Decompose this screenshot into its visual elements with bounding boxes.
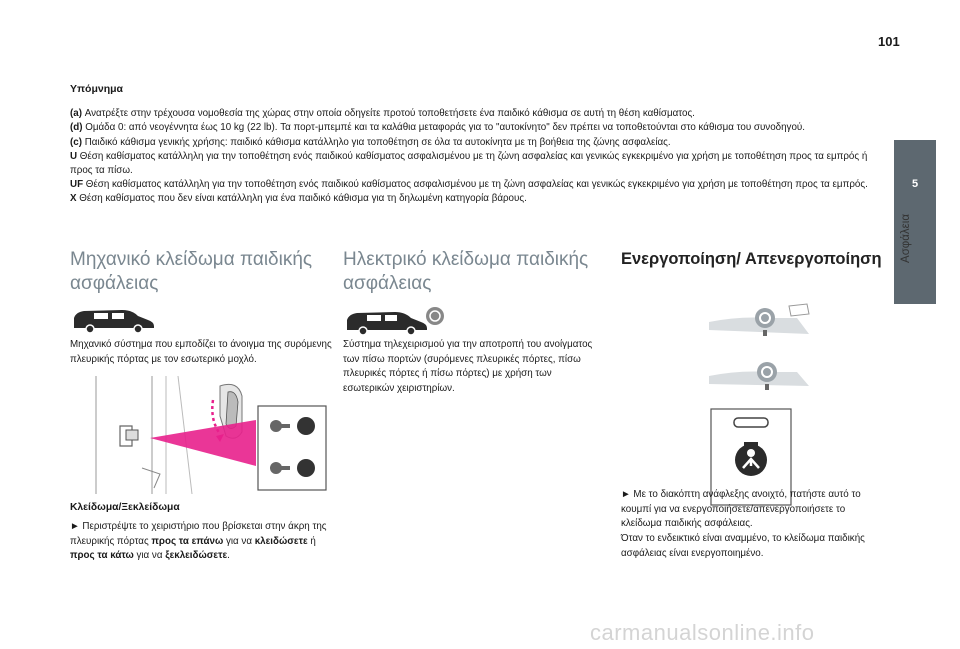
legend-item: UF Θέση καθίσματος κατάλληλη για την τοποθέτηση ενός παιδικού καθίσματος ασφαλισμένου με τη ζώνη ασφαλείας και γενικώς εγκεκριμένο για χρήση με τοποθέτηση προς τα εμπρός. bbox=[70, 179, 868, 191]
mechanical-lock-section bbox=[70, 248, 332, 561]
dashboard-position-icon bbox=[709, 356, 811, 392]
legend-heading: Υπόμνημα bbox=[70, 83, 124, 95]
legend-item: (a) Ανατρέξτε στην τρέχουσα νομοθεσία της χώρας στην οποία οδηγείτε προτού τοποθετήσετε ένα παιδικό κάθισμα σε αυτή τη θέση καθίσματος. bbox=[70, 108, 695, 120]
electric-lock-section bbox=[343, 248, 605, 394]
activation-note: Όταν το ενδεικτικό είναι αναμμένο, το κλείδωμα παιδικής ασφάλειας είναι ενεργοποιημένο. bbox=[621, 533, 865, 559]
electric-lock-description: Σύστημα τηλεχειρισμού για την αποτροπή του ανοίγματος των πίσω πορτών (συρόμενες πλευρικές πόρτες, πίσω πλευρικές πόρτες ή πίσω πόρτες) με χρήση των εσωτερικών χειριστηρίων. bbox=[343, 339, 593, 394]
legend-notes bbox=[70, 82, 880, 207]
lock-unlock-heading: Κλείδωμα/Ξεκλείδωμα bbox=[70, 502, 180, 513]
mechanical-lock-title: Μηχανικό κλείδωμα παιδικής ασφάλειας bbox=[70, 249, 313, 294]
activation-instruction: ► Με το διακόπτη ανάφλεξης ανοιχτό, πατήστε αυτό το κουμπί για να ενεργοποιήσετε/απενεργοποιήσετε το κλείδωμα παιδικής ασφάλειας. bbox=[621, 489, 861, 529]
legend-item: X Θέση καθίσματος που δεν είναι κατάλληλη για ένα παιδικό κάθισμα για τη δηλωμένη κατηγορία βάρους. bbox=[70, 193, 527, 205]
activation-title: Ενεργοποίηση/ Απενεργοποίηση bbox=[621, 250, 882, 268]
door-lock-illustration bbox=[70, 376, 332, 494]
dashboard-position-icon bbox=[709, 300, 811, 338]
chapter-label: Ασφάλεια bbox=[900, 214, 912, 263]
electric-lock-title: Ηλεκτρικό κλείδωμα παιδικής ασφάλειας bbox=[343, 249, 589, 294]
chapter-number: 5 bbox=[911, 178, 919, 190]
steering-wheel-icon bbox=[425, 306, 445, 326]
legend-item: (c) Παιδικό κάθισμα γενικής χρήσης: παιδικό κάθισμα κατάλληλο για τοποθέτηση σε όλα τα αυτοκίνητα με τη βοήθεια της ζώνης ασφαλείας. bbox=[70, 136, 671, 148]
activation-section bbox=[621, 248, 883, 559]
mechanical-lock-description: Μηχανικό σύστημα που εμποδίζει το άνοιγμα της συρόμενης πλευρικής πόρτας με τον εσωτερικό μοχλό. bbox=[70, 339, 332, 365]
lock-unlock-instruction: ► Περιστρέψτε το χειριστήριο που βρίσκεται στην άκρη της πλευρικής πόρτας προς τα επάνω για να κλειδώσετε ή προς τα κάτω για να ξεκλειδώσετε. bbox=[70, 521, 327, 561]
legend-item: U Θέση καθίσματος κατάλληλη για την τοποθέτηση ενός παιδικού καθίσματος ασφαλισμένου με τη ζώνη ασφαλείας και γενικώς εγκεκριμένο για χρήση με τοποθέτηση προς τα εμπρός ή προς τα πίσω. bbox=[70, 150, 868, 177]
watermark: carmanualsonline.info bbox=[590, 620, 815, 645]
legend-item: (d) Ομάδα 0: από νεογέννητα έως 10 kg (22 lb). Τα πορτ-μπεμπέ και τα καλάθια μεταφοράς για το "αυτοκίνητο" δεν πρέπει να τοποθετούνται στο κάθισμα του συνοδηγού. bbox=[70, 122, 805, 134]
van-side-icon bbox=[70, 306, 160, 334]
page-number: 101 bbox=[878, 34, 900, 49]
